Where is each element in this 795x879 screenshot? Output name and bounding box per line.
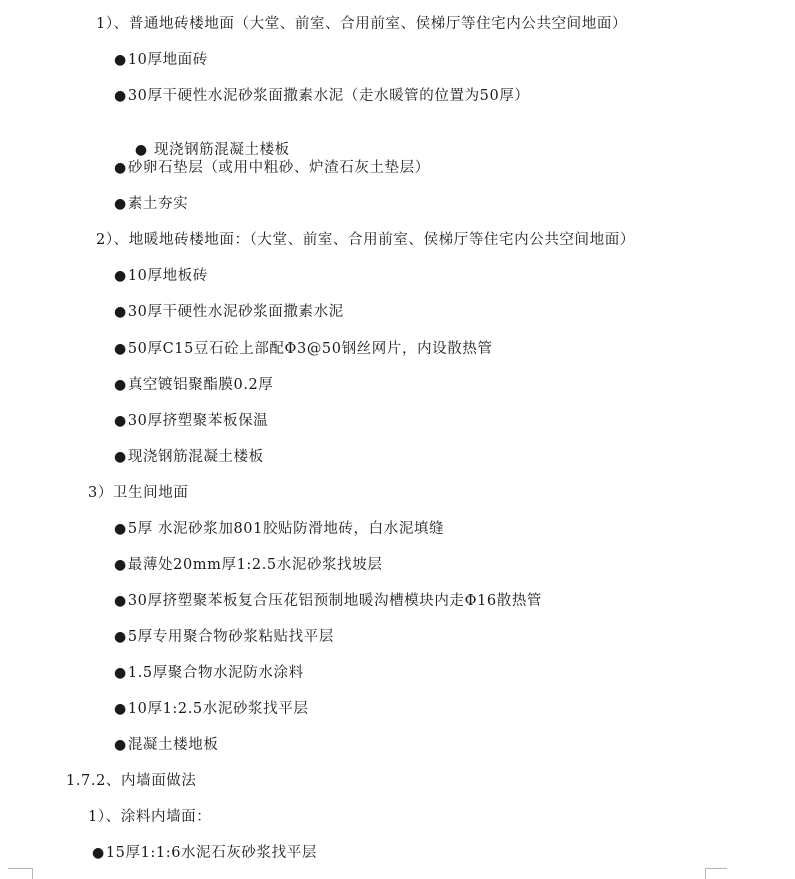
list-item (114, 267, 208, 285)
list-item-text: 最薄处20mm厚1:2.5水泥砂浆找坡层 (127, 557, 383, 573)
section-heading-3: 3）卫生间地面 (88, 485, 189, 501)
bullet-icon: ● (114, 449, 127, 465)
list-item (114, 736, 218, 754)
bullet-icon: ● (114, 413, 127, 429)
list-item (114, 556, 382, 574)
list-item (114, 376, 274, 394)
margin-mark-bottom-right (705, 868, 706, 879)
list-item-text: 10厚地面砖 (127, 52, 208, 68)
list-item-text: 5厚 水泥砂浆加801胶贴防滑地砖，白水泥填缝 (127, 521, 445, 537)
list-item (114, 303, 344, 321)
list-item-text: 30厚挤塑聚苯板复合压花铝预制地暖沟槽模块内走Φ16散热管 (127, 593, 543, 609)
bullet-icon: ● (134, 142, 148, 158)
margin-mark-bottom-left-h (8, 868, 32, 869)
list-item-text: 30厚干硬性水泥砂浆面撒素水泥（走水暖管的位置为50厚） (127, 88, 530, 104)
section-heading-1: 1）、普通地砖楼地面（大堂、前室、合用前室、侯梯厅等住宅内公共空间地面） (96, 16, 628, 32)
bullet-icon: ● (114, 629, 127, 645)
bullet-icon: ● (114, 196, 127, 212)
list-item-text: 现浇钢筋混凝土楼板 (127, 449, 264, 465)
list-item-text: 现浇钢筋混凝土楼板 (148, 142, 290, 158)
list-item (114, 628, 334, 646)
list-item (92, 844, 317, 862)
bullet-icon: ● (114, 88, 127, 104)
list-item-text: 30厚挤塑聚苯板保温 (127, 413, 269, 429)
section-heading-2: 2）、地暖地砖楼地面：（大堂、前室、合用前室、侯梯厅等住宅内公共空间地面） (96, 232, 635, 248)
list-item (114, 195, 188, 213)
section-heading-4: 1.7.2、内墙面做法 (66, 773, 197, 789)
bullet-icon: ● (114, 377, 127, 393)
bullet-icon: ● (114, 160, 127, 176)
bullet-icon: ● (114, 52, 127, 68)
bullet-icon: ● (114, 521, 127, 537)
list-item-text: 真空镀铝聚酯膜0.2厚 (127, 377, 274, 393)
list-item (114, 520, 444, 538)
list-item-text: 混凝土楼地板 (127, 737, 219, 753)
bullet-icon: ● (114, 665, 127, 681)
margin-mark-bottom-left (32, 868, 33, 879)
list-item (114, 159, 430, 177)
bullet-icon: ● (114, 737, 127, 753)
list-item-text: 30厚干硬性水泥砂浆面撒素水泥 (127, 304, 344, 320)
list-item (114, 592, 542, 610)
list-item-text: 砂卵石垫层（或用中粗砂、炉渣石灰土垫层） (127, 160, 430, 176)
list-item (114, 340, 493, 358)
list-item (114, 51, 208, 69)
list-item-text: 素土夯实 (127, 196, 189, 212)
list-item-text: 10厚地板砖 (127, 268, 208, 284)
bullet-icon: ● (114, 304, 127, 320)
list-item-text: 50厚C15豆石砼上部配Φ3@50钢丝网片，内设散热管 (127, 341, 493, 357)
bullet-icon: ● (114, 341, 127, 357)
list-item-text: 15厚1:1:6水泥石灰砂浆找平层 (105, 845, 317, 861)
bullet-icon: ● (114, 593, 127, 609)
list-item (114, 412, 268, 430)
list-item (114, 448, 264, 466)
margin-mark-bottom-right-h (705, 868, 727, 869)
list-item-text: 10厚1:2.5水泥砂浆找平层 (127, 701, 309, 717)
sub-heading: 1）、涂料内墙面： (88, 809, 212, 825)
bullet-icon: ● (114, 268, 127, 284)
list-item-text: 5厚专用聚合物砂浆粘贴找平层 (127, 629, 334, 645)
list-item (114, 87, 530, 105)
bullet-icon: ● (114, 557, 127, 573)
bullet-icon: ● (92, 845, 105, 861)
list-item (114, 700, 308, 718)
list-item-text: 1.5厚聚合物水泥防水涂料 (127, 665, 304, 681)
bullet-icon: ● (114, 701, 127, 717)
list-item (114, 664, 304, 682)
